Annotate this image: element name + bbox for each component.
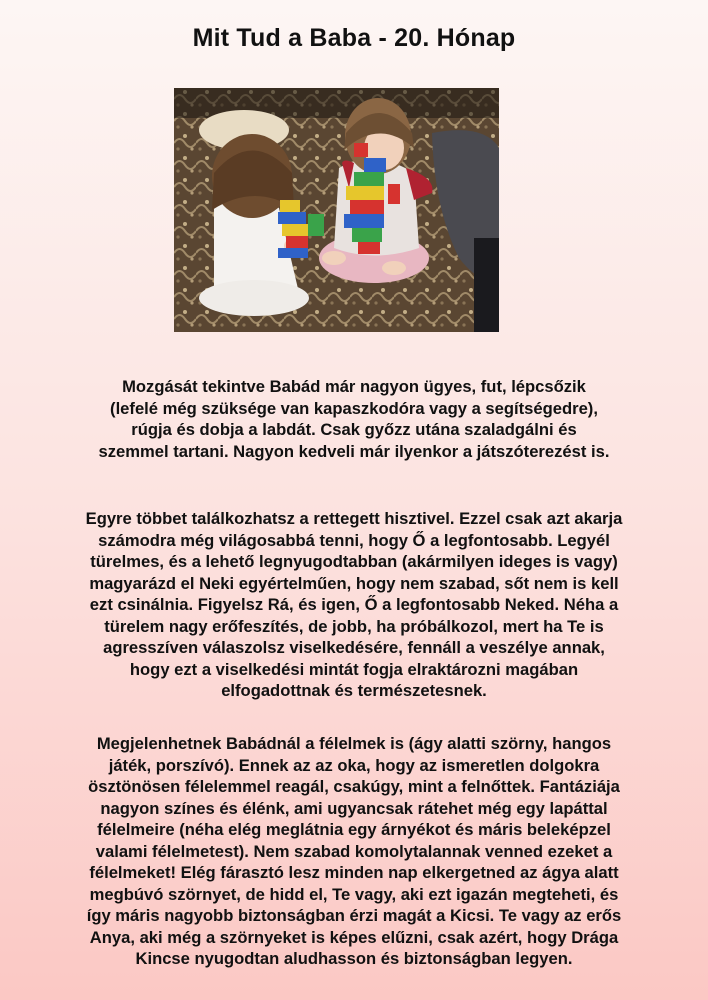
- paragraph-tantrums: Egyre többet találkozhatsz a rettegett hisztivel. Ezzel csak azt akarja számodra még világosabbá tenni, hogy Ő a legfontosabb. Legyél türelmes, és a lehető legnyugodtabban (akármilyen ideges is vagy) magyarázd el Neki egyértelműen, hogy nem szabad, sőt nem is kell ezt csinálnia. Figyelsz Rá, és igen, Ő a legfontosabb Neked. Néha a türelem nagy erőfeszítés, de jobb, ha próbálkozol, mert ha Te is agresszíven válaszolsz viselkedésére, fennáll a veszélye annak, hogy ezt a viselkedési mintát fogja elraktározni magában elfogadottnak és természetesnek.: [85, 509, 623, 700]
- paragraph-fears: Megjelenhetnek Babádnál a félelmek is (ágy alatti szörny, hangos játék, porszívó). Ennek az az oka, hogy az ismeretlen dolgokra ösztönösen félelemmel reagál, csakúgy, mint a felnőttek. Fantáziája nagyon színes és élénk, ami ugyancsak rátehet még egy lapáttal félelmeire (néha elég meglátnia egy árnyékot és máris beleképzel valami félelmetest). Nem szabad komolytalannak venned ezeket a félelmeket! Elég fárasztó lesz minden nap elkergetned az ágya alatt megbúvó szörnyet, de hidd el, Te vagy, aki ezt igazán megteheti, és így máris nagyobb biztonságban érzi magát a Kicsi. Te vagy az erős Anya, aki még a szörnyeket is képes elűzni, csak azért, hogy Drága Kincse nyugodtan aludhasson és biztonságban legyen.: [86, 734, 622, 968]
- toddlers-photo: [174, 88, 499, 332]
- page-title: Mit Tud a Baba - 20. Hónap: [192, 24, 516, 52]
- toddlers-photo-illustration: [174, 88, 499, 332]
- paragraph-motor-skills: Mozgását tekintve Babád már nagyon ügyes, fut, lépcsőzik (lefelé még szüksége van kapaszkodóra vagy a segítségedre), rúgja és dobja a labdát. Csak győzz utána szaladgálni és szemmel tartani. Nagyon kedveli már ilyenkor a játszóterezést is.: [98, 377, 610, 461]
